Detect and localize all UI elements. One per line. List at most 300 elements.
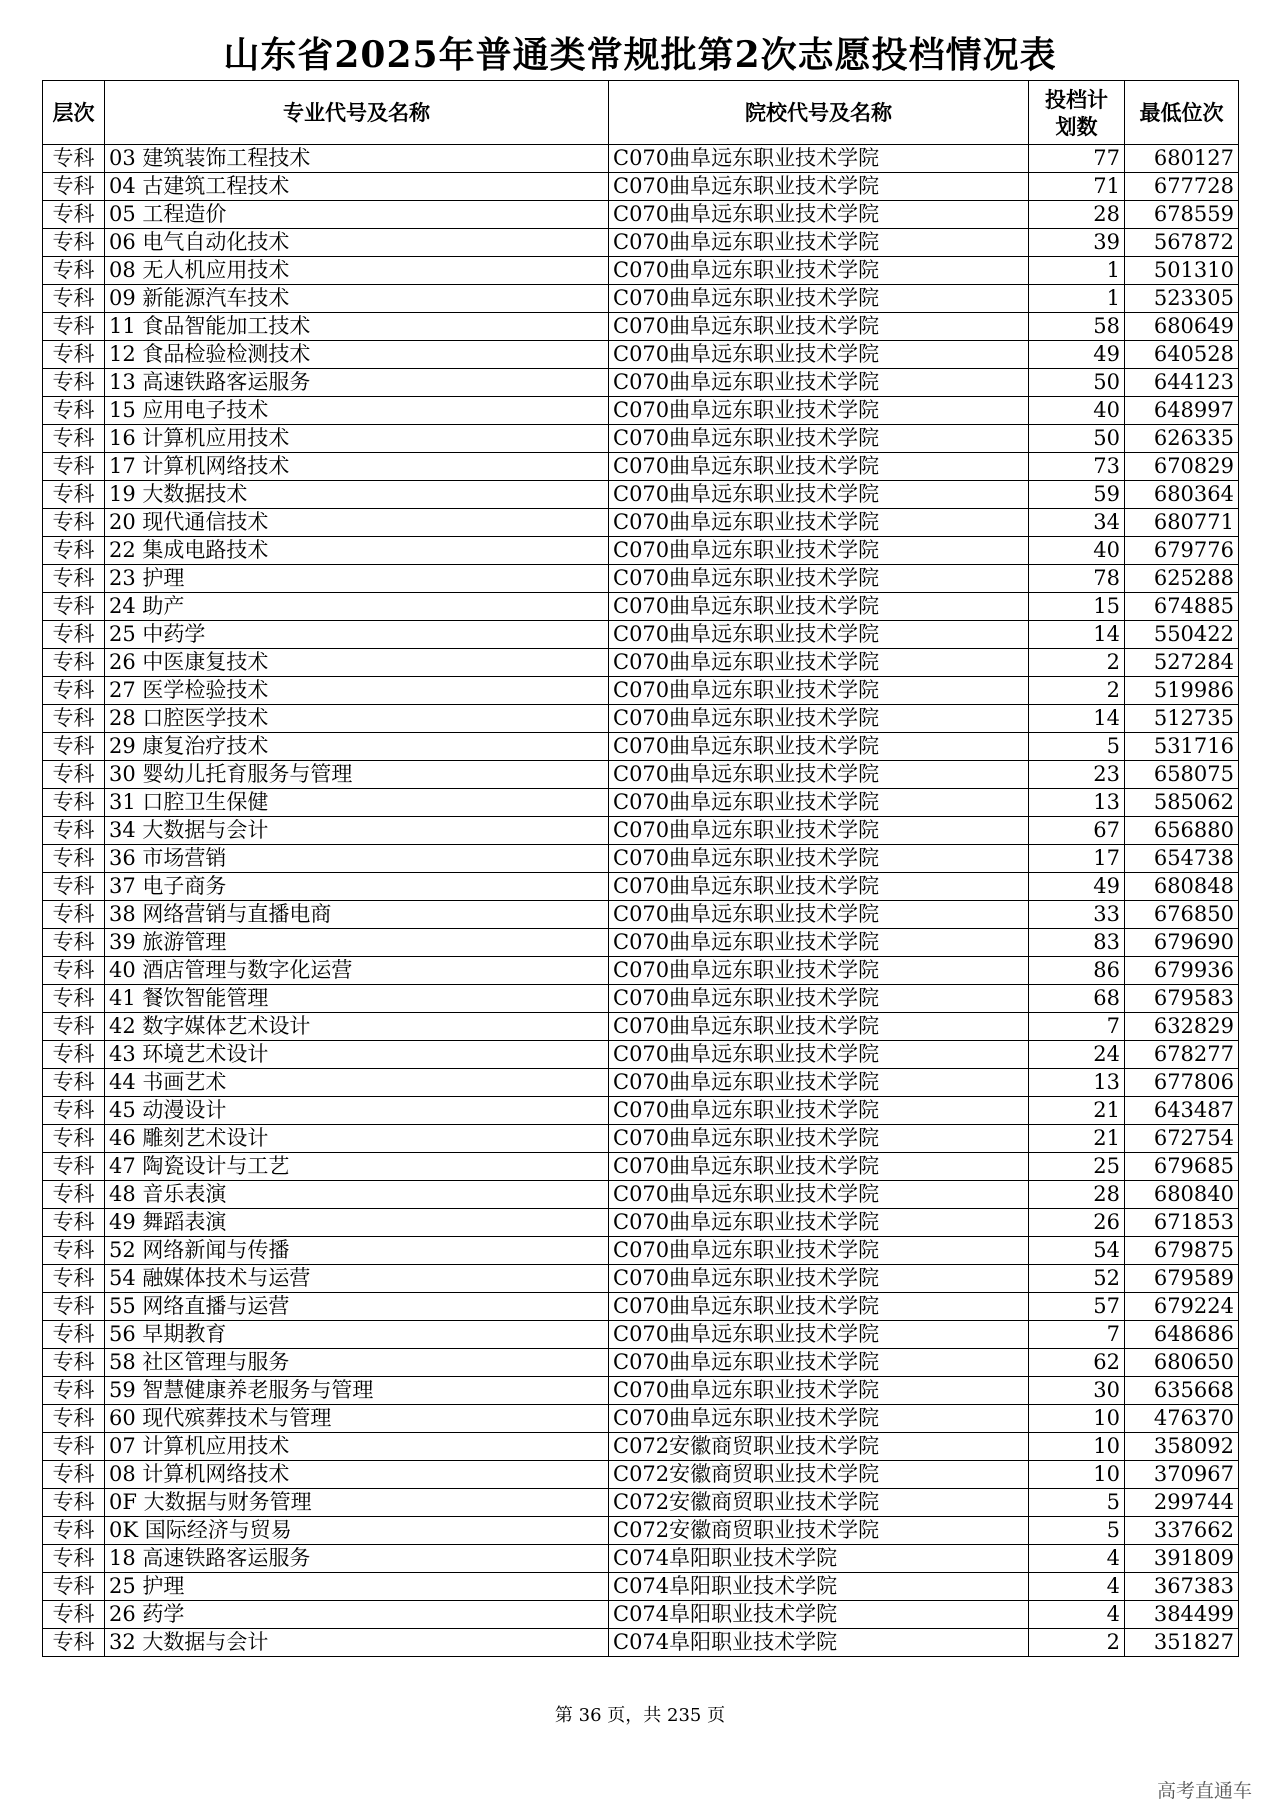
cell-school: C074阜阳职业技术学院 bbox=[609, 1629, 1029, 1657]
cell-min-rank: 658075 bbox=[1125, 761, 1239, 789]
cell-school: C070曲阜远东职业技术学院 bbox=[609, 621, 1029, 649]
cell-min-rank: 531716 bbox=[1125, 733, 1239, 761]
cell-major: 0F 大数据与财务管理 bbox=[105, 1489, 609, 1517]
cell-plan: 67 bbox=[1029, 817, 1125, 845]
table-row bbox=[43, 1321, 1239, 1349]
cell-level: 专科 bbox=[43, 1461, 105, 1489]
table-row bbox=[43, 453, 1239, 481]
table-row bbox=[43, 957, 1239, 985]
cell-school: C070曲阜远东职业技术学院 bbox=[609, 1237, 1029, 1265]
cell-min-rank: 635668 bbox=[1125, 1377, 1239, 1405]
cell-min-rank: 523305 bbox=[1125, 285, 1239, 313]
cell-plan: 1 bbox=[1029, 285, 1125, 313]
table-row bbox=[43, 1013, 1239, 1041]
cell-min-rank: 367383 bbox=[1125, 1573, 1239, 1601]
cell-min-rank: 677728 bbox=[1125, 173, 1239, 201]
cell-school: C070曲阜远东职业技术学院 bbox=[609, 957, 1029, 985]
cell-school: C070曲阜远东职业技术学院 bbox=[609, 985, 1029, 1013]
cell-plan: 49 bbox=[1029, 873, 1125, 901]
cell-school: C070曲阜远东职业技术学院 bbox=[609, 929, 1029, 957]
cell-min-rank: 670829 bbox=[1125, 453, 1239, 481]
cell-level: 专科 bbox=[43, 145, 105, 173]
cell-major: 26 药学 bbox=[105, 1601, 609, 1629]
cell-level: 专科 bbox=[43, 257, 105, 285]
table-row bbox=[43, 761, 1239, 789]
cell-major: 58 社区管理与服务 bbox=[105, 1349, 609, 1377]
cell-school: C070曲阜远东职业技术学院 bbox=[609, 845, 1029, 873]
cell-plan: 7 bbox=[1029, 1321, 1125, 1349]
cell-level: 专科 bbox=[43, 1041, 105, 1069]
table-row bbox=[43, 1209, 1239, 1237]
cell-school: C070曲阜远东职业技术学院 bbox=[609, 677, 1029, 705]
cell-level: 专科 bbox=[43, 1349, 105, 1377]
cell-level: 专科 bbox=[43, 1209, 105, 1237]
cell-min-rank: 680364 bbox=[1125, 481, 1239, 509]
table-row bbox=[43, 1405, 1239, 1433]
cell-min-rank: 384499 bbox=[1125, 1601, 1239, 1629]
cell-plan: 28 bbox=[1029, 201, 1125, 229]
cell-min-rank: 679685 bbox=[1125, 1153, 1239, 1181]
table-row bbox=[43, 481, 1239, 509]
cell-major: 26 中医康复技术 bbox=[105, 649, 609, 677]
cell-major: 37 电子商务 bbox=[105, 873, 609, 901]
cell-level: 专科 bbox=[43, 1153, 105, 1181]
cell-major: 45 动漫设计 bbox=[105, 1097, 609, 1125]
cell-level: 专科 bbox=[43, 817, 105, 845]
cell-school: C070曲阜远东职业技术学院 bbox=[609, 145, 1029, 173]
cell-plan: 68 bbox=[1029, 985, 1125, 1013]
cell-plan: 25 bbox=[1029, 1153, 1125, 1181]
cell-major: 07 计算机应用技术 bbox=[105, 1433, 609, 1461]
cell-school: C072安徽商贸职业技术学院 bbox=[609, 1517, 1029, 1545]
cell-min-rank: 644123 bbox=[1125, 369, 1239, 397]
cell-level: 专科 bbox=[43, 229, 105, 257]
cell-min-rank: 679875 bbox=[1125, 1237, 1239, 1265]
cell-min-rank: 679583 bbox=[1125, 985, 1239, 1013]
cell-min-rank: 643487 bbox=[1125, 1097, 1239, 1125]
cell-major: 25 护理 bbox=[105, 1573, 609, 1601]
header-level: 层次 bbox=[43, 81, 105, 145]
cell-plan: 23 bbox=[1029, 761, 1125, 789]
table-row bbox=[43, 929, 1239, 957]
cell-plan: 59 bbox=[1029, 481, 1125, 509]
cell-plan: 78 bbox=[1029, 565, 1125, 593]
cell-plan: 86 bbox=[1029, 957, 1125, 985]
cell-major: 49 舞蹈表演 bbox=[105, 1209, 609, 1237]
cell-level: 专科 bbox=[43, 509, 105, 537]
cell-major: 40 酒店管理与数字化运营 bbox=[105, 957, 609, 985]
cell-major: 46 雕刻艺术设计 bbox=[105, 1125, 609, 1153]
cell-major: 47 陶瓷设计与工艺 bbox=[105, 1153, 609, 1181]
cell-level: 专科 bbox=[43, 677, 105, 705]
table-row bbox=[43, 537, 1239, 565]
cell-major: 29 康复治疗技术 bbox=[105, 733, 609, 761]
cell-school: C070曲阜远东职业技术学院 bbox=[609, 397, 1029, 425]
cell-min-rank: 680127 bbox=[1125, 145, 1239, 173]
cell-school: C070曲阜远东职业技术学院 bbox=[609, 537, 1029, 565]
cell-min-rank: 680840 bbox=[1125, 1181, 1239, 1209]
cell-plan: 26 bbox=[1029, 1209, 1125, 1237]
cell-major: 04 古建筑工程技术 bbox=[105, 173, 609, 201]
cell-plan: 62 bbox=[1029, 1349, 1125, 1377]
table-body bbox=[43, 145, 1239, 1657]
cell-school: C070曲阜远东职业技术学院 bbox=[609, 425, 1029, 453]
cell-level: 专科 bbox=[43, 845, 105, 873]
table-row bbox=[43, 1377, 1239, 1405]
cell-major: 13 高速铁路客运服务 bbox=[105, 369, 609, 397]
cell-level: 专科 bbox=[43, 1489, 105, 1517]
table-row bbox=[43, 649, 1239, 677]
table-row bbox=[43, 229, 1239, 257]
cell-level: 专科 bbox=[43, 173, 105, 201]
cell-school: C070曲阜远东职业技术学院 bbox=[609, 509, 1029, 537]
cell-school: C070曲阜远东职业技术学院 bbox=[609, 481, 1029, 509]
cell-major: 42 数字媒体艺术设计 bbox=[105, 1013, 609, 1041]
cell-major: 59 智慧健康养老服务与管理 bbox=[105, 1377, 609, 1405]
table-row bbox=[43, 873, 1239, 901]
cell-plan: 58 bbox=[1029, 313, 1125, 341]
cell-school: C070曲阜远东职业技术学院 bbox=[609, 1041, 1029, 1069]
header-plan-line2: 划数 bbox=[1055, 113, 1098, 139]
cell-min-rank: 585062 bbox=[1125, 789, 1239, 817]
table-row bbox=[43, 1153, 1239, 1181]
cell-level: 专科 bbox=[43, 1265, 105, 1293]
cell-school: C070曲阜远东职业技术学院 bbox=[609, 901, 1029, 929]
cell-plan: 15 bbox=[1029, 593, 1125, 621]
cell-major: 11 食品智能加工技术 bbox=[105, 313, 609, 341]
cell-school: C070曲阜远东职业技术学院 bbox=[609, 369, 1029, 397]
cell-school: C070曲阜远东职业技术学院 bbox=[609, 313, 1029, 341]
cell-school: C070曲阜远东职业技术学院 bbox=[609, 173, 1029, 201]
cell-plan: 10 bbox=[1029, 1433, 1125, 1461]
table-row bbox=[43, 1629, 1239, 1657]
table-row bbox=[43, 145, 1239, 173]
cell-min-rank: 656880 bbox=[1125, 817, 1239, 845]
cell-plan: 24 bbox=[1029, 1041, 1125, 1069]
cell-school: C070曲阜远东职业技术学院 bbox=[609, 1125, 1029, 1153]
table-row bbox=[43, 1349, 1239, 1377]
cell-school: C070曲阜远东职业技术学院 bbox=[609, 1013, 1029, 1041]
cell-plan: 39 bbox=[1029, 229, 1125, 257]
cell-school: C070曲阜远东职业技术学院 bbox=[609, 257, 1029, 285]
cell-major: 41 餐饮智能管理 bbox=[105, 985, 609, 1013]
cell-level: 专科 bbox=[43, 789, 105, 817]
cell-level: 专科 bbox=[43, 341, 105, 369]
cell-level: 专科 bbox=[43, 1013, 105, 1041]
table-row bbox=[43, 705, 1239, 733]
cell-school: C074阜阳职业技术学院 bbox=[609, 1573, 1029, 1601]
header-school: 院校代号及名称 bbox=[609, 81, 1029, 145]
cell-level: 专科 bbox=[43, 649, 105, 677]
cell-level: 专科 bbox=[43, 369, 105, 397]
table-row bbox=[43, 1097, 1239, 1125]
cell-plan: 14 bbox=[1029, 621, 1125, 649]
cell-level: 专科 bbox=[43, 705, 105, 733]
cell-plan: 28 bbox=[1029, 1181, 1125, 1209]
table-row bbox=[43, 733, 1239, 761]
cell-plan: 10 bbox=[1029, 1461, 1125, 1489]
cell-level: 专科 bbox=[43, 1405, 105, 1433]
cell-school: C070曲阜远东职业技术学院 bbox=[609, 705, 1029, 733]
cell-school: C070曲阜远东职业技术学院 bbox=[609, 1265, 1029, 1293]
cell-min-rank: 299744 bbox=[1125, 1489, 1239, 1517]
cell-level: 专科 bbox=[43, 873, 105, 901]
table-row bbox=[43, 369, 1239, 397]
table-row bbox=[43, 341, 1239, 369]
cell-min-rank: 671853 bbox=[1125, 1209, 1239, 1237]
cell-plan: 10 bbox=[1029, 1405, 1125, 1433]
cell-level: 专科 bbox=[43, 761, 105, 789]
cell-major: 08 计算机网络技术 bbox=[105, 1461, 609, 1489]
cell-major: 60 现代殡葬技术与管理 bbox=[105, 1405, 609, 1433]
cell-school: C070曲阜远东职业技术学院 bbox=[609, 873, 1029, 901]
table-row bbox=[43, 621, 1239, 649]
cell-plan: 4 bbox=[1029, 1573, 1125, 1601]
cell-school: C070曲阜远东职业技术学院 bbox=[609, 1181, 1029, 1209]
cell-plan: 33 bbox=[1029, 901, 1125, 929]
cell-plan: 34 bbox=[1029, 509, 1125, 537]
cell-major: 36 市场营销 bbox=[105, 845, 609, 873]
page-footer: 第 36 页，共 235 页 bbox=[554, 1705, 726, 1726]
cell-school: C070曲阜远东职业技术学院 bbox=[609, 1069, 1029, 1097]
cell-min-rank: 679776 bbox=[1125, 537, 1239, 565]
cell-level: 专科 bbox=[43, 397, 105, 425]
header-plan-line1: 投档计 bbox=[1045, 86, 1108, 112]
cell-min-rank: 679224 bbox=[1125, 1293, 1239, 1321]
cell-major: 0K 国际经济与贸易 bbox=[105, 1517, 609, 1545]
cell-min-rank: 680848 bbox=[1125, 873, 1239, 901]
admission-table bbox=[42, 80, 1239, 1657]
cell-major: 17 计算机网络技术 bbox=[105, 453, 609, 481]
cell-level: 专科 bbox=[43, 537, 105, 565]
cell-school: C070曲阜远东职业技术学院 bbox=[609, 341, 1029, 369]
cell-major: 03 建筑装饰工程技术 bbox=[105, 145, 609, 173]
cell-min-rank: 648997 bbox=[1125, 397, 1239, 425]
cell-major: 19 大数据技术 bbox=[105, 481, 609, 509]
cell-level: 专科 bbox=[43, 929, 105, 957]
table-row bbox=[43, 1573, 1239, 1601]
cell-min-rank: 680771 bbox=[1125, 509, 1239, 537]
cell-min-rank: 679690 bbox=[1125, 929, 1239, 957]
cell-plan: 13 bbox=[1029, 1069, 1125, 1097]
cell-min-rank: 680650 bbox=[1125, 1349, 1239, 1377]
cell-level: 专科 bbox=[43, 1433, 105, 1461]
cell-min-rank: 678277 bbox=[1125, 1041, 1239, 1069]
cell-major: 12 食品检验检测技术 bbox=[105, 341, 609, 369]
cell-min-rank: 337662 bbox=[1125, 1517, 1239, 1545]
cell-level: 专科 bbox=[43, 1097, 105, 1125]
table-row bbox=[43, 1069, 1239, 1097]
cell-major: 22 集成电路技术 bbox=[105, 537, 609, 565]
cell-plan: 5 bbox=[1029, 1489, 1125, 1517]
cell-level: 专科 bbox=[43, 985, 105, 1013]
cell-plan: 17 bbox=[1029, 845, 1125, 873]
table-row bbox=[43, 1433, 1239, 1461]
table-row bbox=[43, 173, 1239, 201]
table-row bbox=[43, 1181, 1239, 1209]
cell-level: 专科 bbox=[43, 1125, 105, 1153]
cell-plan: 40 bbox=[1029, 397, 1125, 425]
cell-plan: 73 bbox=[1029, 453, 1125, 481]
cell-plan: 4 bbox=[1029, 1601, 1125, 1629]
table-row bbox=[43, 817, 1239, 845]
cell-major: 44 书画艺术 bbox=[105, 1069, 609, 1097]
cell-plan: 4 bbox=[1029, 1545, 1125, 1573]
cell-level: 专科 bbox=[43, 957, 105, 985]
cell-school: C070曲阜远东职业技术学院 bbox=[609, 285, 1029, 313]
cell-school: C070曲阜远东职业技术学院 bbox=[609, 761, 1029, 789]
cell-school: C070曲阜远东职业技术学院 bbox=[609, 453, 1029, 481]
cell-min-rank: 476370 bbox=[1125, 1405, 1239, 1433]
cell-major: 43 环境艺术设计 bbox=[105, 1041, 609, 1069]
cell-min-rank: 678559 bbox=[1125, 201, 1239, 229]
cell-major: 18 高速铁路客运服务 bbox=[105, 1545, 609, 1573]
cell-school: C070曲阜远东职业技术学院 bbox=[609, 817, 1029, 845]
cell-school: C072安徽商贸职业技术学院 bbox=[609, 1433, 1029, 1461]
watermark: 高考直通车 bbox=[1156, 1780, 1252, 1802]
cell-min-rank: 674885 bbox=[1125, 593, 1239, 621]
table-row bbox=[43, 845, 1239, 873]
cell-major: 23 护理 bbox=[105, 565, 609, 593]
cell-plan: 52 bbox=[1029, 1265, 1125, 1293]
cell-plan: 50 bbox=[1029, 369, 1125, 397]
cell-min-rank: 672754 bbox=[1125, 1125, 1239, 1153]
table-row bbox=[43, 285, 1239, 313]
cell-school: C070曲阜远东职业技术学院 bbox=[609, 1097, 1029, 1125]
cell-level: 专科 bbox=[43, 425, 105, 453]
cell-min-rank: 358092 bbox=[1125, 1433, 1239, 1461]
table-row bbox=[43, 1489, 1239, 1517]
cell-min-rank: 679589 bbox=[1125, 1265, 1239, 1293]
table-row bbox=[43, 1237, 1239, 1265]
cell-min-rank: 501310 bbox=[1125, 257, 1239, 285]
cell-level: 专科 bbox=[43, 1069, 105, 1097]
header-min-rank: 最低位次 bbox=[1125, 81, 1239, 145]
cell-plan: 71 bbox=[1029, 173, 1125, 201]
cell-level: 专科 bbox=[43, 1237, 105, 1265]
cell-plan: 54 bbox=[1029, 1237, 1125, 1265]
cell-level: 专科 bbox=[43, 1601, 105, 1629]
cell-level: 专科 bbox=[43, 1321, 105, 1349]
cell-plan: 77 bbox=[1029, 145, 1125, 173]
cell-min-rank: 567872 bbox=[1125, 229, 1239, 257]
cell-level: 专科 bbox=[43, 1181, 105, 1209]
cell-school: C070曲阜远东职业技术学院 bbox=[609, 1293, 1029, 1321]
cell-major: 28 口腔医学技术 bbox=[105, 705, 609, 733]
cell-major: 08 无人机应用技术 bbox=[105, 257, 609, 285]
cell-plan: 2 bbox=[1029, 677, 1125, 705]
cell-school: C070曲阜远东职业技术学院 bbox=[609, 1321, 1029, 1349]
cell-level: 专科 bbox=[43, 901, 105, 929]
cell-major: 32 大数据与会计 bbox=[105, 1629, 609, 1657]
header-plan bbox=[1029, 81, 1125, 145]
cell-plan: 5 bbox=[1029, 733, 1125, 761]
table-row bbox=[43, 425, 1239, 453]
cell-min-rank: 648686 bbox=[1125, 1321, 1239, 1349]
table-row bbox=[43, 1265, 1239, 1293]
table-row bbox=[43, 397, 1239, 425]
cell-min-rank: 676850 bbox=[1125, 901, 1239, 929]
cell-major: 31 口腔卫生保健 bbox=[105, 789, 609, 817]
table-row bbox=[43, 1293, 1239, 1321]
cell-min-rank: 680649 bbox=[1125, 313, 1239, 341]
cell-major: 24 助产 bbox=[105, 593, 609, 621]
cell-major: 25 中药学 bbox=[105, 621, 609, 649]
cell-plan: 1 bbox=[1029, 257, 1125, 285]
cell-school: C070曲阜远东职业技术学院 bbox=[609, 593, 1029, 621]
cell-major: 27 医学检验技术 bbox=[105, 677, 609, 705]
cell-school: C072安徽商贸职业技术学院 bbox=[609, 1461, 1029, 1489]
table-row bbox=[43, 1545, 1239, 1573]
cell-min-rank: 632829 bbox=[1125, 1013, 1239, 1041]
cell-major: 54 融媒体技术与运营 bbox=[105, 1265, 609, 1293]
cell-major: 48 音乐表演 bbox=[105, 1181, 609, 1209]
cell-level: 专科 bbox=[43, 621, 105, 649]
cell-major: 06 电气自动化技术 bbox=[105, 229, 609, 257]
cell-plan: 14 bbox=[1029, 705, 1125, 733]
cell-school: C070曲阜远东职业技术学院 bbox=[609, 229, 1029, 257]
cell-min-rank: 654738 bbox=[1125, 845, 1239, 873]
table-row bbox=[43, 593, 1239, 621]
cell-min-rank: 550422 bbox=[1125, 621, 1239, 649]
cell-plan: 30 bbox=[1029, 1377, 1125, 1405]
cell-level: 专科 bbox=[43, 565, 105, 593]
cell-min-rank: 679936 bbox=[1125, 957, 1239, 985]
table-row bbox=[43, 677, 1239, 705]
table-row bbox=[43, 1125, 1239, 1153]
table-row bbox=[43, 313, 1239, 341]
table-row bbox=[43, 565, 1239, 593]
cell-school: C070曲阜远东职业技术学院 bbox=[609, 1377, 1029, 1405]
cell-level: 专科 bbox=[43, 1573, 105, 1601]
cell-min-rank: 519986 bbox=[1125, 677, 1239, 705]
cell-plan: 21 bbox=[1029, 1125, 1125, 1153]
cell-level: 专科 bbox=[43, 481, 105, 509]
table-row bbox=[43, 1041, 1239, 1069]
cell-plan: 49 bbox=[1029, 341, 1125, 369]
cell-min-rank: 625288 bbox=[1125, 565, 1239, 593]
cell-school: C074阜阳职业技术学院 bbox=[609, 1601, 1029, 1629]
cell-level: 专科 bbox=[43, 733, 105, 761]
table-row bbox=[43, 201, 1239, 229]
cell-major: 30 婴幼儿托育服务与管理 bbox=[105, 761, 609, 789]
cell-plan: 40 bbox=[1029, 537, 1125, 565]
cell-min-rank: 626335 bbox=[1125, 425, 1239, 453]
cell-plan: 13 bbox=[1029, 789, 1125, 817]
cell-major: 09 新能源汽车技术 bbox=[105, 285, 609, 313]
cell-major: 56 早期教育 bbox=[105, 1321, 609, 1349]
cell-level: 专科 bbox=[43, 593, 105, 621]
cell-level: 专科 bbox=[43, 453, 105, 481]
cell-plan: 5 bbox=[1029, 1517, 1125, 1545]
cell-min-rank: 640528 bbox=[1125, 341, 1239, 369]
cell-school: C070曲阜远东职业技术学院 bbox=[609, 733, 1029, 761]
table-row bbox=[43, 985, 1239, 1013]
cell-major: 55 网络直播与运营 bbox=[105, 1293, 609, 1321]
cell-min-rank: 677806 bbox=[1125, 1069, 1239, 1097]
cell-school: C072安徽商贸职业技术学院 bbox=[609, 1489, 1029, 1517]
cell-level: 专科 bbox=[43, 1629, 105, 1657]
cell-major: 05 工程造价 bbox=[105, 201, 609, 229]
cell-level: 专科 bbox=[43, 1377, 105, 1405]
cell-school: C074阜阳职业技术学院 bbox=[609, 1545, 1029, 1573]
header-major: 专业代号及名称 bbox=[105, 81, 609, 145]
cell-plan: 21 bbox=[1029, 1097, 1125, 1125]
cell-school: C070曲阜远东职业技术学院 bbox=[609, 1349, 1029, 1377]
cell-min-rank: 370967 bbox=[1125, 1461, 1239, 1489]
page-title: 山东省2025年普通类常规批第2次志愿投档情况表 bbox=[223, 34, 1057, 76]
cell-major: 15 应用电子技术 bbox=[105, 397, 609, 425]
